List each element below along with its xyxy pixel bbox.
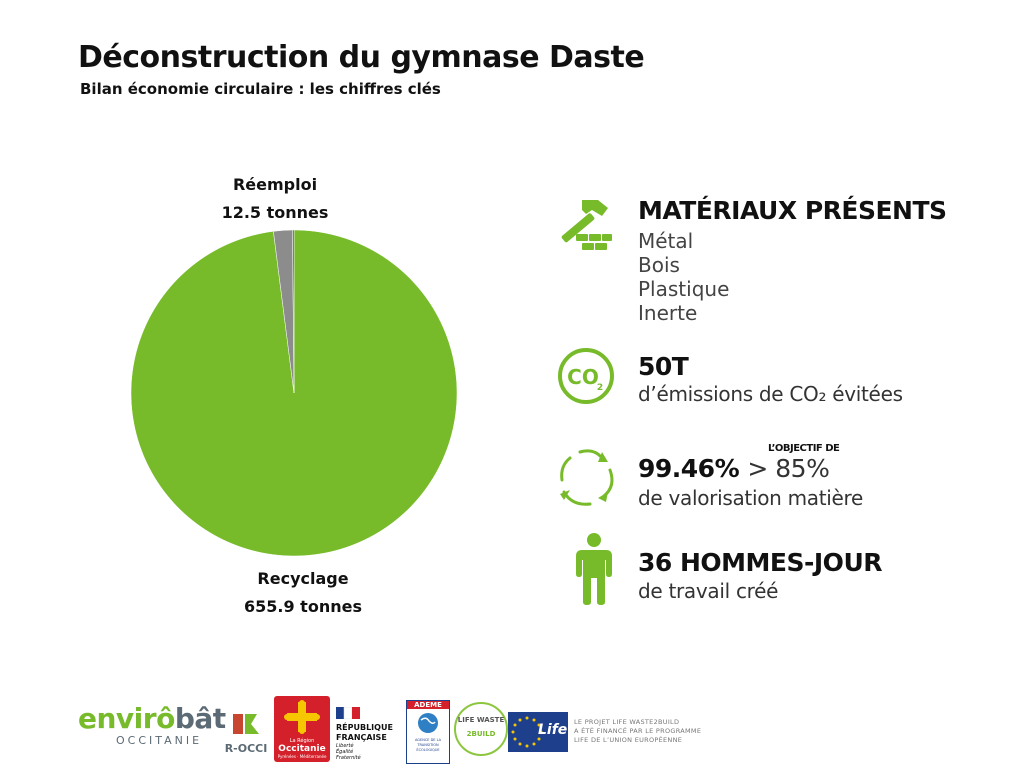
republique-line2: FRANÇAISE xyxy=(336,733,387,742)
valorisation-value: 99.46% xyxy=(638,454,740,483)
life-note-line: A ÉTÉ FINANCÉ PAR LE PROGRAMME xyxy=(574,727,702,735)
material-item: Inerte xyxy=(638,301,698,325)
co2-heading: 50T xyxy=(638,352,689,381)
republique-motto: Liberté Égalité Fraternité xyxy=(336,743,361,761)
pie-label-recyclage xyxy=(218,565,388,621)
life-waste2build-logo xyxy=(454,702,508,756)
jobs-heading: 36 HOMMES-JOUR xyxy=(638,548,882,577)
occitanie-sub: Pyrénées · Méditerranée xyxy=(277,754,327,759)
objective-note: L’OBJECTIF DE xyxy=(768,443,840,454)
material-item: Plastique xyxy=(638,277,730,301)
valorisation-heading xyxy=(638,454,829,483)
envirobat-name-a: envir xyxy=(78,702,157,735)
republique-francaise-logo xyxy=(336,704,400,761)
page-title: Déconstruction du gymnase Daste xyxy=(78,40,645,75)
partner-logos xyxy=(0,690,1024,768)
r-occi-text: R-OCCI xyxy=(224,742,268,755)
pie-label-reemploi xyxy=(200,171,350,227)
co2-icon-subscript: 2 xyxy=(596,383,604,393)
materials-list xyxy=(638,229,729,325)
eu-life-logo xyxy=(508,712,568,752)
envirobat-name-b: ô xyxy=(156,702,175,735)
r-occi-logo xyxy=(222,710,270,755)
r-occi-mark-icon xyxy=(231,710,261,738)
marianne-flag-icon xyxy=(336,707,360,719)
life-note-line: LE PROJET LIFE WASTE2BUILD xyxy=(574,718,680,726)
ademe-logo xyxy=(406,700,450,764)
jobs-description: de travail créé xyxy=(638,579,779,603)
recyclage-value: 655.9 tonnes xyxy=(244,597,362,616)
recyclage-label: Recyclage xyxy=(257,569,349,588)
ademe-name: ADEME xyxy=(407,701,449,709)
person-icon xyxy=(572,532,616,606)
occitanie-name: Occitanie xyxy=(278,744,326,754)
co2-icon-text: CO xyxy=(567,365,599,389)
hammer-bricks-icon xyxy=(552,196,618,256)
materials-heading: MATÉRIAUX PRÉSENTS xyxy=(638,196,947,225)
page-subtitle: Bilan économie circulaire : les chiffres clés xyxy=(80,80,441,98)
life-text: Life xyxy=(538,722,568,738)
envirobat-region: OCCITANIE xyxy=(116,734,203,747)
reemploi-value: 12.5 tonnes xyxy=(221,203,329,222)
envirobat-logo xyxy=(78,702,226,747)
occitanie-small: La Région xyxy=(289,738,315,744)
life-note-line: LIFE DE L’UNION EUROPÉENNE xyxy=(574,736,683,744)
occitanie-cross-icon xyxy=(284,700,320,734)
republique-line1: RÉPUBLIQUE xyxy=(336,723,393,732)
recycle-arrows-icon xyxy=(554,446,620,508)
valorisation-objective: > 85% xyxy=(747,454,830,483)
co2-icon xyxy=(556,346,616,406)
valorisation-description: de valorisation matière xyxy=(638,486,863,510)
waste2build-bottom: 2BUILD xyxy=(466,730,496,738)
reemploi-label: Réemploi xyxy=(232,175,318,194)
material-item: Bois xyxy=(638,253,680,277)
occitanie-logo xyxy=(274,696,330,762)
envirobat-name-c: bât xyxy=(174,702,226,735)
material-item: Métal xyxy=(638,229,694,253)
ademe-sub: AGENCE DE LA TRANSITION ÉCOLOGIQUE xyxy=(414,738,442,752)
waste2build-top: LIFE WASTE xyxy=(457,716,505,724)
co2-description: d’émissions de CO₂ évitées xyxy=(638,382,903,406)
ademe-globe-icon xyxy=(417,712,439,734)
life-note xyxy=(574,718,701,745)
